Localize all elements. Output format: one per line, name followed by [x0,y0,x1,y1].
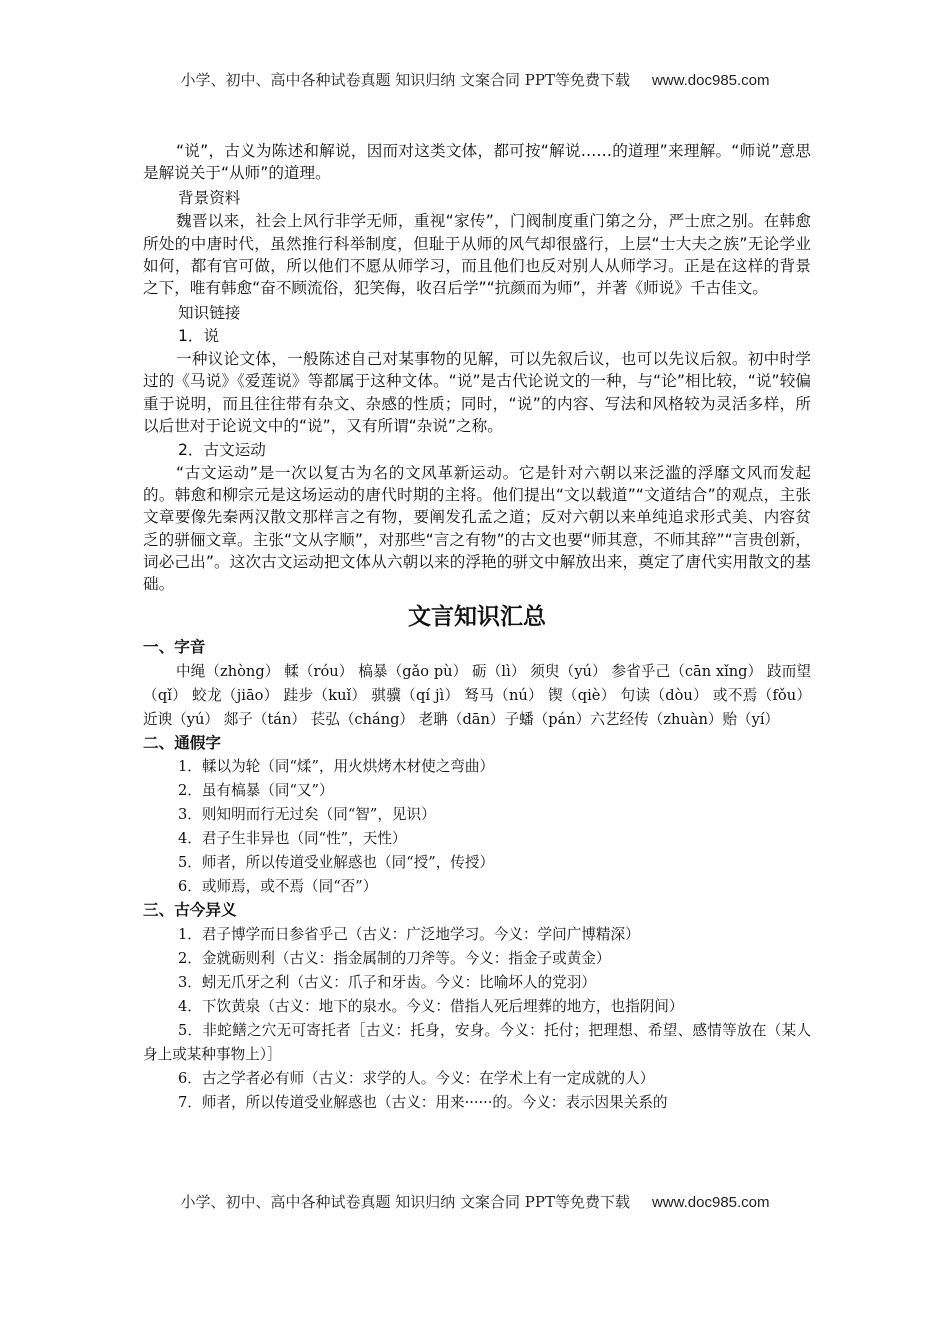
document-body [143,140,811,1115]
intro-paragraph: “说”，古义为陈述和解说，因而对这类文体，都可按“解说……的道理”来理解。“师说”意思是解说关于“从师”的道理。 [143,142,811,183]
summary-title: 文言知识汇总 [408,604,546,631]
knowledge-item1-paragraph: 一种议论文体，一般陈述自己对某事物的见解，可以先叙后议，也可以先议后叙。初中时学过的《马说》《爱莲说》等都属于这种文体。“说”是古代论说文的一种，与“论”相比较，“说”较偏重于说明，而且往往带有杂文、杂感的性质；同时，“说”的内容、写法和风格较为灵活多样，所以后世对于论说文中的“说”，又有所谓“杂说”之称。 [143,350,811,435]
list-item: 6．或师焉，或不焉（同“否”） [178,878,378,896]
knowledge-item2-paragraph: “古文运动”是一次以复古为名的文风革新运动。它是针对六朝以来泛滥的浮靡文风而发起的。韩愈和柳宗元是这场运动的唐代时期的主将。他们提出“文以载道”“文道结合”的观点，主张文章要像先秦两汉散文那样言之有物，要阐发孔孟之道；反对六朝以来单纯追求形式美、内容贫乏的骈俪文章。主张“文从字顺”，对那些“言之有物”的古文也要“师其意，不师其辞”“言贵创新，词必己出”。这次古文运动把文体从六朝以来的浮艳的骈文中解放出来，奠定了唐代实用散文的基础。 [143,464,811,594]
knowledge-heading: 知识链接 [178,304,241,323]
knowledge-item1-title: 1．说 [178,327,220,346]
page-header [0,69,950,90]
list-item: 2．金就砺则利（古义：指金属制的刀斧等。今义：指金子或黄金） [178,949,611,967]
section1-pronunciation-paragraph: 中绳（zhòng） 輮（róu） 槁暴（gǎo pù） 砺（lì） 须臾（yú） 参省乎己（cān xǐng） 跂而望（qǐ） 蛟龙（jiāo） 跬步（kuǐ） 骐骥（qí jì） 驽马（nú） 锲（qiè） 句读（dòu） 或不焉（fǒu） 近谀（yú） 郯子（tán） 苌弘（cháng） 老聃（dān）子蟠（pán）六艺经传（zhuàn）贻（yí） [143,662,811,728]
footer-url[interactable]: www.doc985.com [651,1194,770,1211]
list-item: 2．虽有槁暴（同“又”） [178,782,334,800]
list-item: 1．君子博学而日参省乎己（古义：广泛地学习。今义：学问广博精深） [178,925,640,943]
knowledge-item2-title: 2．古文运动 [178,441,266,460]
section2-list [143,755,811,899]
section3-list [143,923,811,1115]
background-paragraph: 魏晋以来，社会上风行非学无师，重视“家传”，门阀制度重门第之分，严士庶之别。在韩愈所处的中唐时代，虽然推行科举制度，但耻于从师的风气却很盛行，上层“士大夫之族”无论学业如何，都有官可做，所以他们不愿从师学习，而且他们也反对别人从师学习。正是在这样的背景之下，唯有韩愈“奋不顾流俗，犯笑侮，收召后学”“抗颜而为师”，并著《师说》千古佳文。 [143,212,811,298]
section2-heading: 二、通假字 [143,733,221,752]
list-item: 5．师者，所以传道受业解惑也（同“授”，传授） [178,854,495,872]
list-item: 7．师者，所以传道受业解惑也（古义：用来······的。今义：表示因果关系的 [178,1093,668,1111]
list-item: 3．蚓无爪牙之利（古义：爪子和牙齿。今义：比喻坏人的党羽） [178,973,596,991]
section3-heading: 三、古今异义 [143,901,237,920]
list-item: 4．君子生非异也（同“性”，天性） [178,830,407,848]
background-heading: 背景资料 [178,189,241,208]
header-url[interactable]: www.doc985.com [651,72,770,89]
list-item: 4．下饮黄泉（古义：地下的泉水。今义：借指人死后埋葬的地方，也指阴间） [178,997,684,1015]
section1-heading: 一、字音 [143,638,206,657]
footer-text: 小学、初中、高中各种试卷真题 知识归纳 文案合同 PPT等免费下载 [180,1193,630,1211]
list-item: 6．古之学者必有师（古义：求学的人。今义：在学术上有一定成就的人） [178,1069,655,1087]
list-item: 3．则知明而行无过矣（同“智”，见识） [178,806,436,824]
list-item: 5．非蛇鳝之穴无可寄托者［古义：托身，安身。今义：托付；把理想、希望、感情等放在（某人身上或某种事物上）］ [143,1021,811,1063]
list-item: 1．輮以为轮（同“煣”，用火烘烤木材使之弯曲） [178,758,495,776]
header-text: 小学、初中、高中各种试卷真题 知识归纳 文案合同 PPT等免费下载 [180,71,630,89]
page-footer [0,1191,950,1212]
